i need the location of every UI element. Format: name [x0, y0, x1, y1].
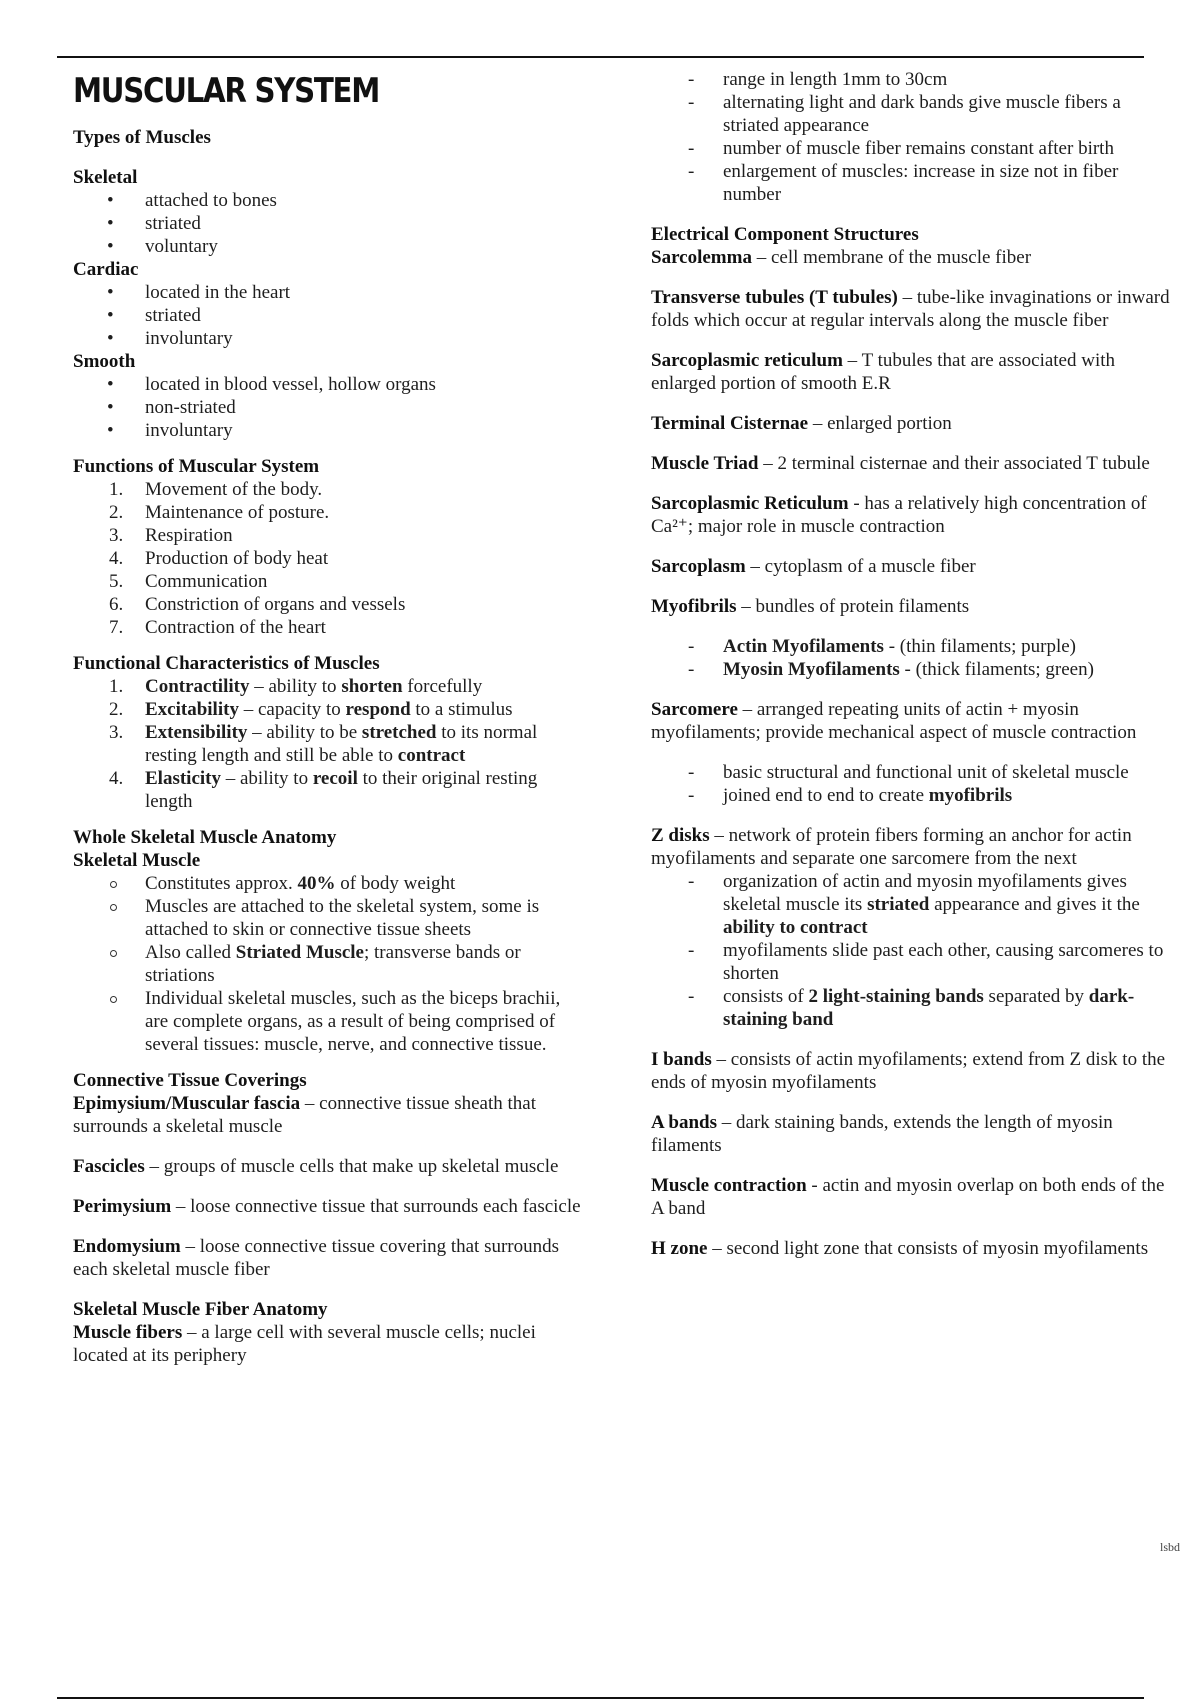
list-item: • involuntary [73, 419, 588, 442]
myofilament-list [651, 635, 1171, 681]
muscle-fibers-definition: Muscle fibers – a large cell with several muscle cells; nuclei located at its periphery [73, 1321, 536, 1366]
sarcolemma-definition: Sarcolemma – cell membrane of the muscle fiber [651, 247, 1032, 268]
electrical-heading: Electrical Component Structures [651, 224, 919, 245]
list-item: • located in the heart [73, 281, 588, 304]
list-item: 6. Constriction of organs and vessels [109, 593, 406, 615]
list-item: - consists of 2 light-staining bands separated by dark-staining band [651, 985, 1171, 1031]
functions-list [73, 478, 588, 639]
list-item: • striated [73, 304, 588, 327]
list-item: • voluntary [73, 235, 588, 258]
i-bands-definition: I bands – consists of actin myofilaments; extend from Z disk to the ends of myosin myofilaments [651, 1049, 1166, 1093]
a-bands-definition: A bands – dark staining bands, extends the length of myosin filaments [651, 1112, 1113, 1156]
sarcoplasm-definition: Sarcoplasm – cytoplasm of a muscle fiber [651, 556, 976, 577]
types-heading: Types of Muscles [73, 126, 211, 148]
fascicles-definition: Fascicles – groups of muscle cells that make up skeletal muscle [73, 1155, 559, 1177]
list-item: 4. Elasticity – ability to recoil to their original resting length [109, 767, 538, 812]
right-column [651, 68, 1171, 1260]
epimysium-definition: Epimysium/Muscular fascia – connective tissue sheath that surrounds a skeletal muscle [73, 1092, 536, 1137]
t-tubules-definition: Transverse tubules (T tubules) – tube-like invaginations or inward folds which occur at regular intervals along the muscle fiber [651, 287, 1170, 331]
muscle-triad-definition: Muscle Triad – 2 terminal cisternae and their associated T tubule [651, 453, 1150, 474]
list-item: • attached to bones [73, 189, 588, 212]
list-item: - number of muscle fiber remains constant after birth [651, 137, 1171, 160]
list-item: - Myosin Myofilaments - (thick filaments; green) [651, 658, 1171, 681]
myofibrils-definition: Myofibrils – bundles of protein filaments [651, 596, 970, 617]
footer-mark: lsbd [1160, 1540, 1181, 1554]
anatomy-list [73, 872, 588, 1056]
list-item: - enlargement of muscles: increase in size not in fiber number [651, 160, 1171, 206]
list-item: Muscles are attached to the skeletal system, some is attached to skin or connective tissue sheets [73, 895, 588, 941]
smooth-list [73, 373, 588, 442]
list-item: - joined end to end to create myofibrils [651, 784, 1171, 807]
sarcomere-definition: Sarcomere – arranged repeating units of actin + myosin myofilaments; provide mechanical aspect of muscle contraction [651, 699, 1137, 743]
sarcoplasmic-reticulum-calcium-definition: Sarcoplasmic Reticulum - has a relatively high concentration of Ca²⁺; major role in muscle contraction [651, 493, 1147, 537]
muscle-contraction-definition: Muscle contraction - actin and myosin overlap on both ends of the A band [651, 1175, 1165, 1219]
fiber-list [651, 68, 1171, 206]
list-item: Constitutes approx. 40% of body weight [73, 872, 588, 895]
perimysium-definition: Perimysium – loose connective tissue that surrounds each fascicle [73, 1195, 581, 1217]
smooth-label: Smooth [73, 350, 136, 372]
top-rule [57, 56, 1144, 58]
list-item: 4. Production of body heat [109, 547, 329, 569]
list-item: 2. Maintenance of posture. [109, 501, 330, 523]
list-item: - range in length 1mm to 30cm [651, 68, 1171, 91]
anatomy-heading: Whole Skeletal Muscle Anatomy [73, 826, 337, 848]
list-item: - Actin Myofilaments - (thin filaments; purple) [651, 635, 1171, 658]
sarcoplasmic-reticulum-definition: Sarcoplasmic reticulum – T tubules that are associated with enlarged portion of smooth E.R [651, 350, 1116, 394]
list-item: 5. Communication [109, 570, 268, 592]
z-disks-list [651, 870, 1171, 1031]
cardiac-label: Cardiac [73, 258, 139, 280]
left-column [73, 68, 588, 1367]
list-item: 1. Contractility – ability to shorten forcefully [109, 675, 483, 697]
list-item: 2. Excitability – capacity to respond to a stimulus [109, 698, 513, 720]
list-item: Individual skeletal muscles, such as the biceps brachii, are complete organs, as a result of being comprised of several tissues: muscle, nerve, and connective tissue. [73, 987, 588, 1056]
skeletal-label: Skeletal [73, 166, 138, 188]
skeletal-list [73, 189, 588, 258]
list-item: 7. Contraction of the heart [109, 616, 326, 638]
h-zone-definition: H zone – second light zone that consists of myosin myofilaments [651, 1238, 1149, 1259]
anatomy-subheading: Skeletal Muscle [73, 849, 201, 871]
characteristics-heading: Functional Characteristics of Muscles [73, 652, 380, 674]
list-item: • located in blood vessel, hollow organs [73, 373, 588, 396]
cardiac-list [73, 281, 588, 350]
list-item: • non-striated [73, 396, 588, 419]
terminal-cisternae-definition: Terminal Cisternae – enlarged portion [651, 413, 952, 434]
fiber-heading: Skeletal Muscle Fiber Anatomy [73, 1298, 328, 1320]
endomysium-definition: Endomysium – loose connective tissue covering that surrounds each skeletal muscle fiber [73, 1235, 560, 1280]
list-item: 3. Extensibility – ability to be stretched to its normal resting length and still be able to contract [109, 721, 538, 766]
sarcomere-list [651, 761, 1171, 807]
list-item: • involuntary [73, 327, 588, 350]
list-item: - basic structural and functional unit of skeletal muscle [651, 761, 1171, 784]
list-item: • striated [73, 212, 588, 235]
functions-heading: Functions of Muscular System [73, 455, 320, 477]
list-item: - organization of actin and myosin myofilaments gives skeletal muscle its striated appearance and gives it the ability to contract [651, 870, 1171, 939]
list-item: 1. Movement of the body. [109, 478, 323, 500]
list-item: - myofilaments slide past each other, causing sarcomeres to shorten [651, 939, 1171, 985]
coverings-heading: Connective Tissue Coverings [73, 1069, 307, 1091]
list-item: 3. Respiration [109, 524, 233, 546]
z-disks-definition: Z disks – network of protein fibers forming an anchor for actin myofilaments and separate one sarcomere from the next [651, 825, 1132, 869]
list-item: - alternating light and dark bands give muscle fibers a striated appearance [651, 91, 1171, 137]
list-item: Also called Striated Muscle; transverse bands or striations [73, 941, 588, 987]
page-title: MUSCULAR SYSTEM [73, 71, 380, 111]
bottom-rule [57, 1697, 1144, 1699]
characteristics-list [73, 675, 588, 813]
